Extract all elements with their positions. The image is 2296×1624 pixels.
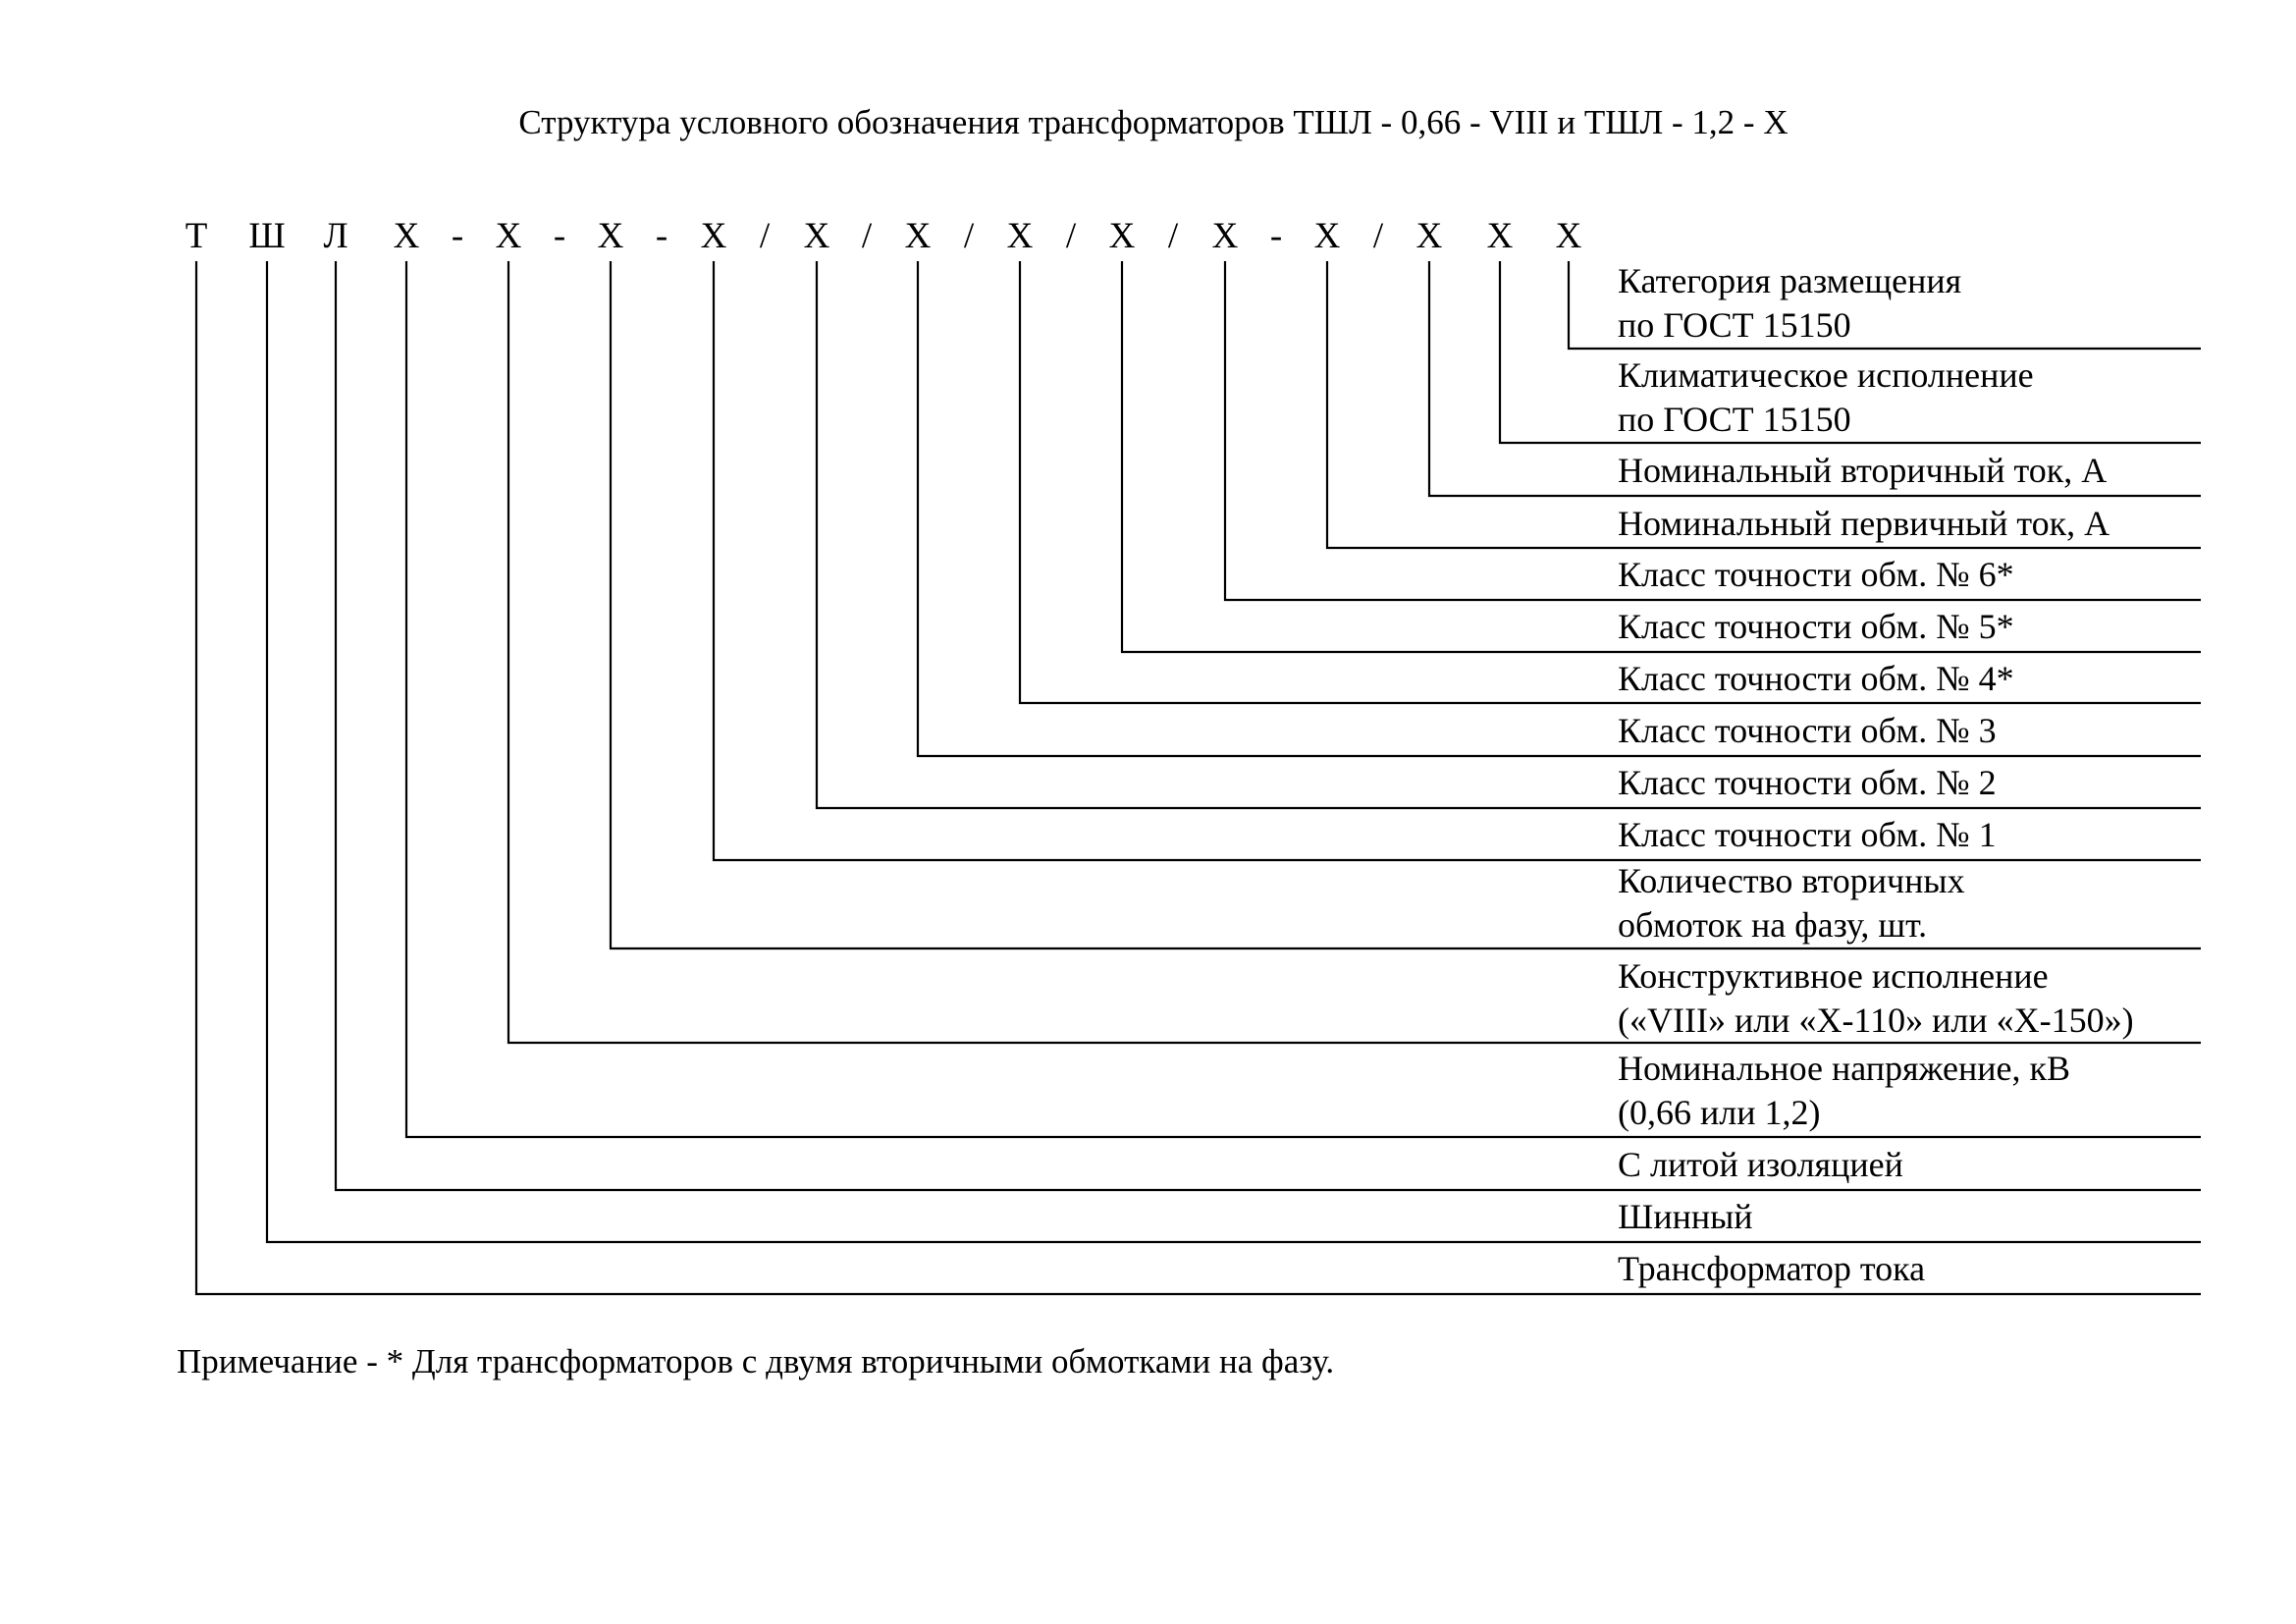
leader-line bbox=[267, 261, 2201, 1242]
code-token: Х bbox=[1415, 216, 1443, 256]
designation-label: по ГОСТ 15150 bbox=[1618, 305, 1851, 345]
code-separator: - bbox=[1269, 216, 1283, 256]
code-separator: / bbox=[759, 216, 771, 256]
code-token: Т bbox=[185, 216, 208, 256]
designation-label: Категория размещения bbox=[1618, 261, 1962, 300]
code-separator: / bbox=[1065, 216, 1077, 256]
designation-label: Трансформатор тока bbox=[1618, 1249, 1926, 1288]
code-token: Х bbox=[803, 216, 830, 256]
code-separator: / bbox=[861, 216, 873, 256]
designation-label: Класс точности обм. № 2 bbox=[1618, 763, 1997, 802]
code-token: Х bbox=[1006, 216, 1034, 256]
designation-label: Класс точности обм. № 5* bbox=[1618, 607, 2014, 646]
code-token: Л bbox=[323, 216, 348, 256]
designation-label: Класс точности обм. № 6* bbox=[1618, 555, 2014, 594]
designation-label: Класс точности обм. № 4* bbox=[1618, 659, 2014, 698]
code-token: Х bbox=[1313, 216, 1341, 256]
designation-label: Номинальное напряжение, кВ bbox=[1618, 1049, 2070, 1088]
designation-label: Количество вторичных bbox=[1618, 861, 1965, 900]
code-token: Х bbox=[904, 216, 932, 256]
designation-label: Класс точности обм. № 1 bbox=[1618, 815, 1997, 854]
code-token: Ш bbox=[248, 216, 286, 256]
code-separator: - bbox=[553, 216, 566, 256]
designation-label: Номинальный вторичный ток, А bbox=[1618, 451, 2108, 490]
code-token: Х bbox=[1211, 216, 1239, 256]
designation-label: Конструктивное исполнение bbox=[1618, 956, 2049, 996]
code-separator: - bbox=[655, 216, 668, 256]
code-token: Х bbox=[700, 216, 727, 256]
code-token: Х bbox=[597, 216, 624, 256]
designation-label: Климатическое исполнение bbox=[1618, 355, 2034, 395]
designation-label: (0,66 или 1,2) bbox=[1618, 1093, 1821, 1132]
code-separator: - bbox=[451, 216, 464, 256]
designation-label: Шинный bbox=[1618, 1197, 1753, 1236]
designation-label: по ГОСТ 15150 bbox=[1618, 400, 1851, 439]
designation-label: обмоток на фазу, шт. bbox=[1618, 905, 1928, 945]
code-separator: / bbox=[1167, 216, 1179, 256]
designation-label: С литой изоляцией bbox=[1618, 1145, 1903, 1184]
code-token: Х bbox=[393, 216, 420, 256]
label-list bbox=[1618, 261, 2134, 1288]
designation-code-row bbox=[186, 216, 1582, 256]
code-token: Х bbox=[1555, 216, 1582, 256]
code-separator: / bbox=[1372, 216, 1384, 256]
designation-label: Номинальный первичный ток, А bbox=[1618, 504, 2110, 543]
diagram-title: Структура условного обозначения трансформаторов ТШЛ - 0,66 - VIII и ТШЛ - 1,2 - Х bbox=[518, 103, 1789, 141]
code-token: Х bbox=[1486, 216, 1514, 256]
footnote: Примечание - * Для трансформаторов с двумя вторичными обмотками на фазу. bbox=[177, 1342, 1335, 1380]
code-token: Х bbox=[1108, 216, 1136, 256]
code-separator: / bbox=[963, 216, 975, 256]
designation-label: («VIII» или «Х-110» или «Х-150») bbox=[1618, 1001, 2134, 1040]
designation-label: Класс точности обм. № 3 bbox=[1618, 711, 1997, 750]
code-token: Х bbox=[495, 216, 522, 256]
